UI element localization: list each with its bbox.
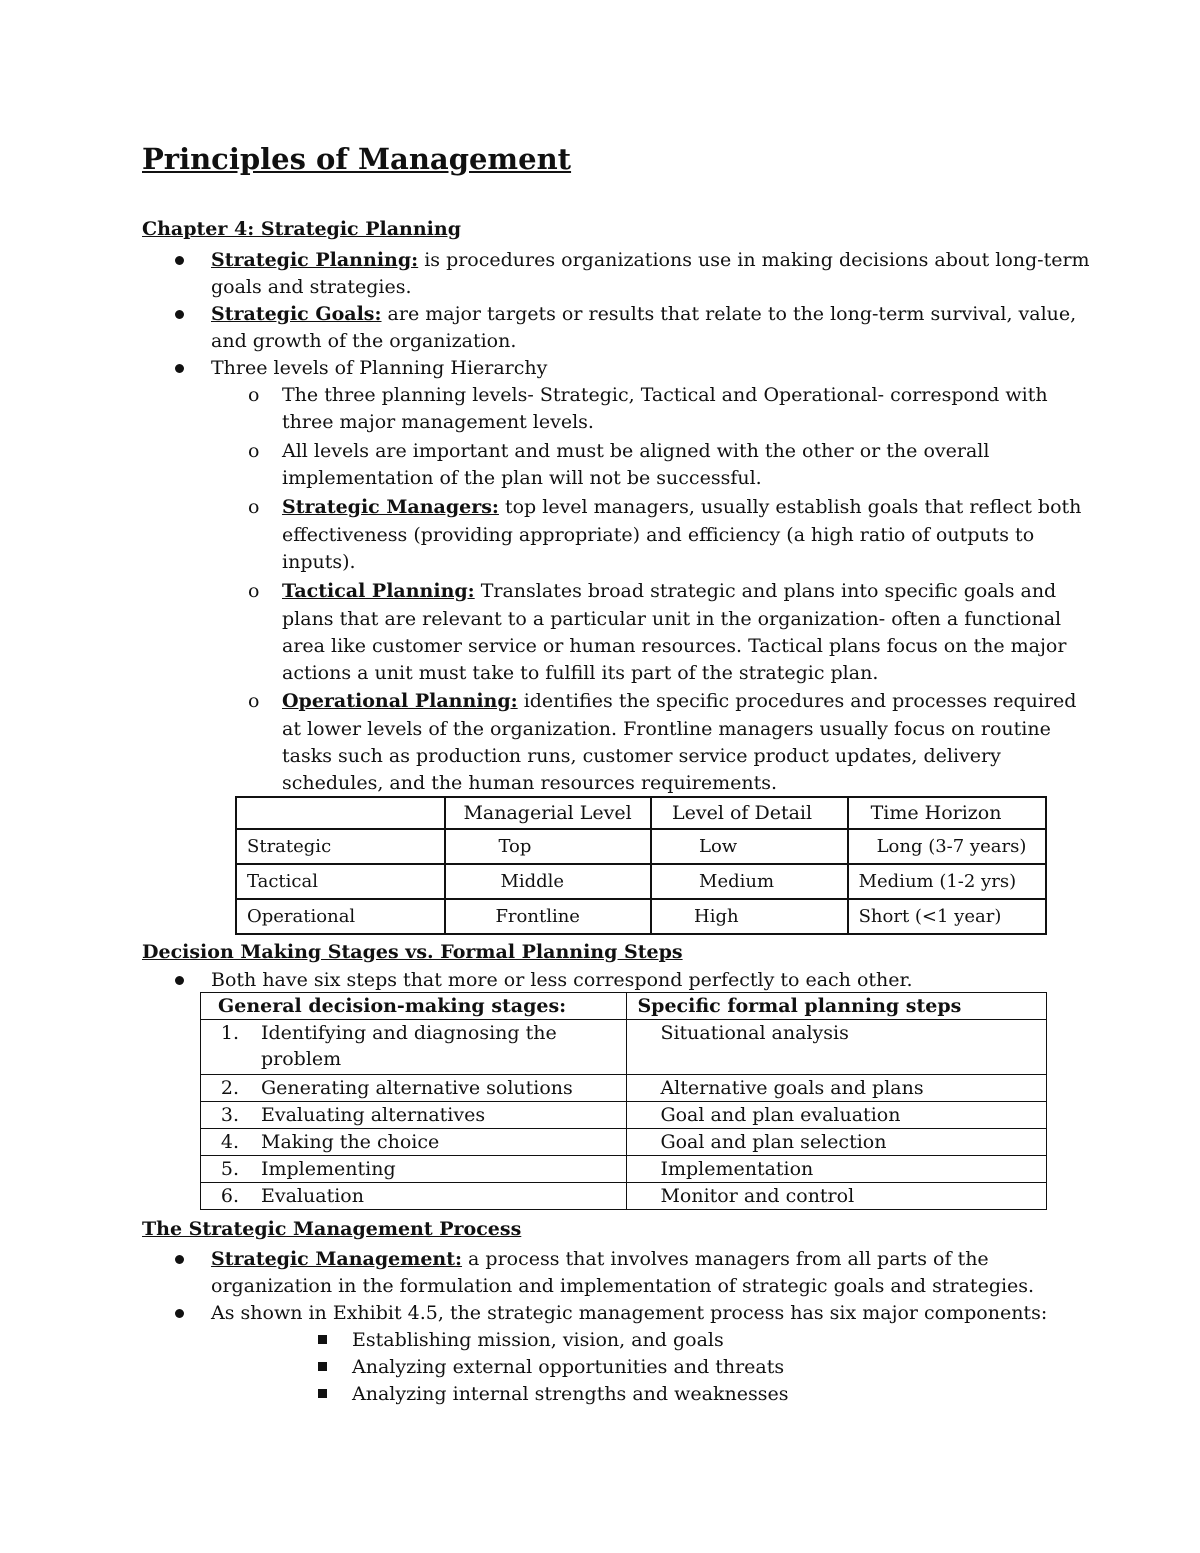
stage-text: problem xyxy=(261,1048,342,1070)
page-title: Principles of Management xyxy=(142,142,572,176)
step-number: 1. xyxy=(220,1022,239,1044)
component-item: Analyzing external opportunities and threats xyxy=(352,1356,785,1378)
decision-making-heading: Decision Making Stages vs. Formal Planning Steps xyxy=(142,941,683,963)
stage-text: Evaluating alternatives xyxy=(261,1104,486,1126)
table-cell: Low xyxy=(651,829,848,864)
planning-levels-table xyxy=(235,796,1047,935)
square-bullet-icon xyxy=(318,1389,327,1398)
table-row xyxy=(201,1129,1047,1156)
sub-item-text: top level managers, usually establish goals that reflect both xyxy=(498,496,1082,518)
table-cell: Frontline xyxy=(445,899,651,934)
square-bullet-icon xyxy=(318,1335,327,1344)
stage-text: Implementing xyxy=(261,1158,396,1180)
term-strategic-goals: Strategic Goals: xyxy=(211,303,382,325)
table-row xyxy=(201,1075,1047,1102)
sub-item-text: implementation of the plan will not be successful. xyxy=(282,467,762,489)
sub-item-operational-planning xyxy=(282,688,1076,715)
bullet-text: are major targets or results that relate to the long-term survival, value, xyxy=(381,303,1077,325)
table-header-cell: Managerial Level xyxy=(445,797,651,829)
table-cell xyxy=(201,1020,627,1075)
sub-item-text: tasks such as production runs, customer service product updates, delivery xyxy=(282,745,1001,767)
term-strategic-management: Strategic Management: xyxy=(211,1248,463,1270)
table-row xyxy=(201,1102,1047,1129)
term-strategic-managers: Strategic Managers: xyxy=(282,496,499,518)
table-cell: Short (<1 year) xyxy=(848,899,1046,934)
step-number: 4. xyxy=(220,1131,239,1153)
bullet-text-continued: and growth of the organization. xyxy=(211,330,517,352)
table-cell: Medium (1-2 yrs) xyxy=(848,864,1046,899)
bullet-text: a process that involves managers from all parts of the xyxy=(462,1248,989,1270)
table-cell: Implementation xyxy=(627,1156,1047,1183)
table-cell: Top xyxy=(445,829,651,864)
term-tactical-planning: Tactical Planning: xyxy=(282,580,475,602)
table-row xyxy=(201,1020,1047,1075)
step-number: 6. xyxy=(220,1185,239,1207)
circle-bullet-icon: o xyxy=(248,440,260,462)
sub-item-text: schedules, and the human resources requirements. xyxy=(282,772,778,794)
sub-item-text: at lower levels of the organization. Frontline managers usually focus on routine xyxy=(282,718,1051,740)
table-row xyxy=(236,829,1046,864)
table-header-cell xyxy=(236,797,445,829)
table-header-row xyxy=(201,993,1047,1020)
table-header-row xyxy=(236,797,1046,829)
table-cell: Medium xyxy=(651,864,848,899)
table-row xyxy=(236,899,1046,934)
bullet-strategic-planning xyxy=(211,247,1090,274)
sub-item-text: actions a unit must take to fulfill its part of the strategic plan. xyxy=(282,662,879,684)
table-cell: Long (3-7 years) xyxy=(848,829,1046,864)
stage-text: Evaluation xyxy=(261,1185,364,1207)
bullet-icon xyxy=(175,1255,184,1264)
decision-bullet-text: Both have six steps that more or less correspond perfectly to each other. xyxy=(211,969,913,991)
sub-item-text: plans that are relevant to a particular unit in the organization- often a functional xyxy=(282,608,1062,630)
table-cell: Situational analysis xyxy=(627,1020,1047,1075)
table-row xyxy=(201,1183,1047,1210)
stage-text: Generating alternative solutions xyxy=(261,1077,573,1099)
table-cell: Strategic xyxy=(236,829,445,864)
table-header-cell: Specific formal planning steps xyxy=(627,993,1047,1020)
bullet-icon xyxy=(175,256,184,265)
bullet-exhibit-text: As shown in Exhibit 4.5, the strategic management process has six major components: xyxy=(211,1302,1048,1324)
decision-steps-table xyxy=(200,992,1047,1210)
table-cell: High xyxy=(651,899,848,934)
table-cell: Monitor and control xyxy=(627,1183,1047,1210)
table-row xyxy=(236,864,1046,899)
stage-text: Making the choice xyxy=(261,1131,440,1153)
bullet-strategic-goals xyxy=(211,301,1076,328)
term-strategic-planning: Strategic Planning: xyxy=(211,249,419,271)
sub-item-text: area like customer service or human resources. Tactical plans focus on the major xyxy=(282,635,1067,657)
table-cell: Middle xyxy=(445,864,651,899)
sub-item-tactical-planning xyxy=(282,578,1056,605)
sub-item-text: three major management levels. xyxy=(282,411,594,433)
bullet-text-continued: organization in the formulation and implementation of strategic goals and strategies. xyxy=(211,1275,1035,1297)
table-cell xyxy=(201,1075,627,1102)
table-row xyxy=(201,1156,1047,1183)
process-heading: The Strategic Management Process xyxy=(142,1218,522,1240)
table-cell xyxy=(201,1129,627,1156)
sub-item-text: Translates broad strategic and plans into specific goals and xyxy=(474,580,1057,602)
sub-item-strategic-managers xyxy=(282,494,1081,521)
table-cell xyxy=(201,1102,627,1129)
circle-bullet-icon: o xyxy=(248,384,260,406)
square-bullet-icon xyxy=(318,1362,327,1371)
circle-bullet-icon: o xyxy=(248,496,260,518)
bullet-icon xyxy=(175,1309,184,1318)
step-number: 3. xyxy=(220,1104,239,1126)
step-number: 2. xyxy=(220,1077,239,1099)
step-number: 5. xyxy=(220,1158,239,1180)
term-operational-planning: Operational Planning: xyxy=(282,690,518,712)
sub-item-text: inputs). xyxy=(282,551,356,573)
bullet-icon xyxy=(175,310,184,319)
table-header-cell: Time Horizon xyxy=(848,797,1046,829)
sub-item-text: identifies the specific procedures and processes required xyxy=(517,690,1077,712)
table-header-cell: Level of Detail xyxy=(651,797,848,829)
circle-bullet-icon: o xyxy=(248,690,260,712)
bullet-text-continued: goals and strategies. xyxy=(211,276,412,298)
bullet-icon xyxy=(175,976,184,985)
table-cell xyxy=(201,1183,627,1210)
table-cell: Alternative goals and plans xyxy=(627,1075,1047,1102)
sub-item-text: effectiveness (providing appropriate) and efficiency (a high ratio of outputs to xyxy=(282,524,1035,546)
component-item: Establishing mission, vision, and goals xyxy=(352,1329,724,1351)
bullet-text: is procedures organizations use in making decisions about long-term xyxy=(418,249,1090,271)
table-cell: Tactical xyxy=(236,864,445,899)
stage-text: Identifying and diagnosing the xyxy=(261,1022,557,1044)
bullet-strategic-management xyxy=(211,1246,989,1273)
table-cell xyxy=(201,1156,627,1183)
table-cell: Goal and plan evaluation xyxy=(627,1102,1047,1129)
bullet-planning-hierarchy: Three levels of Planning Hierarchy xyxy=(211,357,548,379)
sub-item-text: The three planning levels- Strategic, Tactical and Operational- correspond with xyxy=(282,384,1048,406)
bullet-icon xyxy=(175,364,184,373)
sub-item-text: All levels are important and must be aligned with the other or the overall xyxy=(282,440,990,462)
table-header-cell: General decision-making stages: xyxy=(201,993,627,1020)
table-cell: Operational xyxy=(236,899,445,934)
table-cell: Goal and plan selection xyxy=(627,1129,1047,1156)
component-item: Analyzing internal strengths and weaknesses xyxy=(352,1383,789,1405)
circle-bullet-icon: o xyxy=(248,580,260,602)
chapter-heading: Chapter 4: Strategic Planning xyxy=(142,218,462,240)
